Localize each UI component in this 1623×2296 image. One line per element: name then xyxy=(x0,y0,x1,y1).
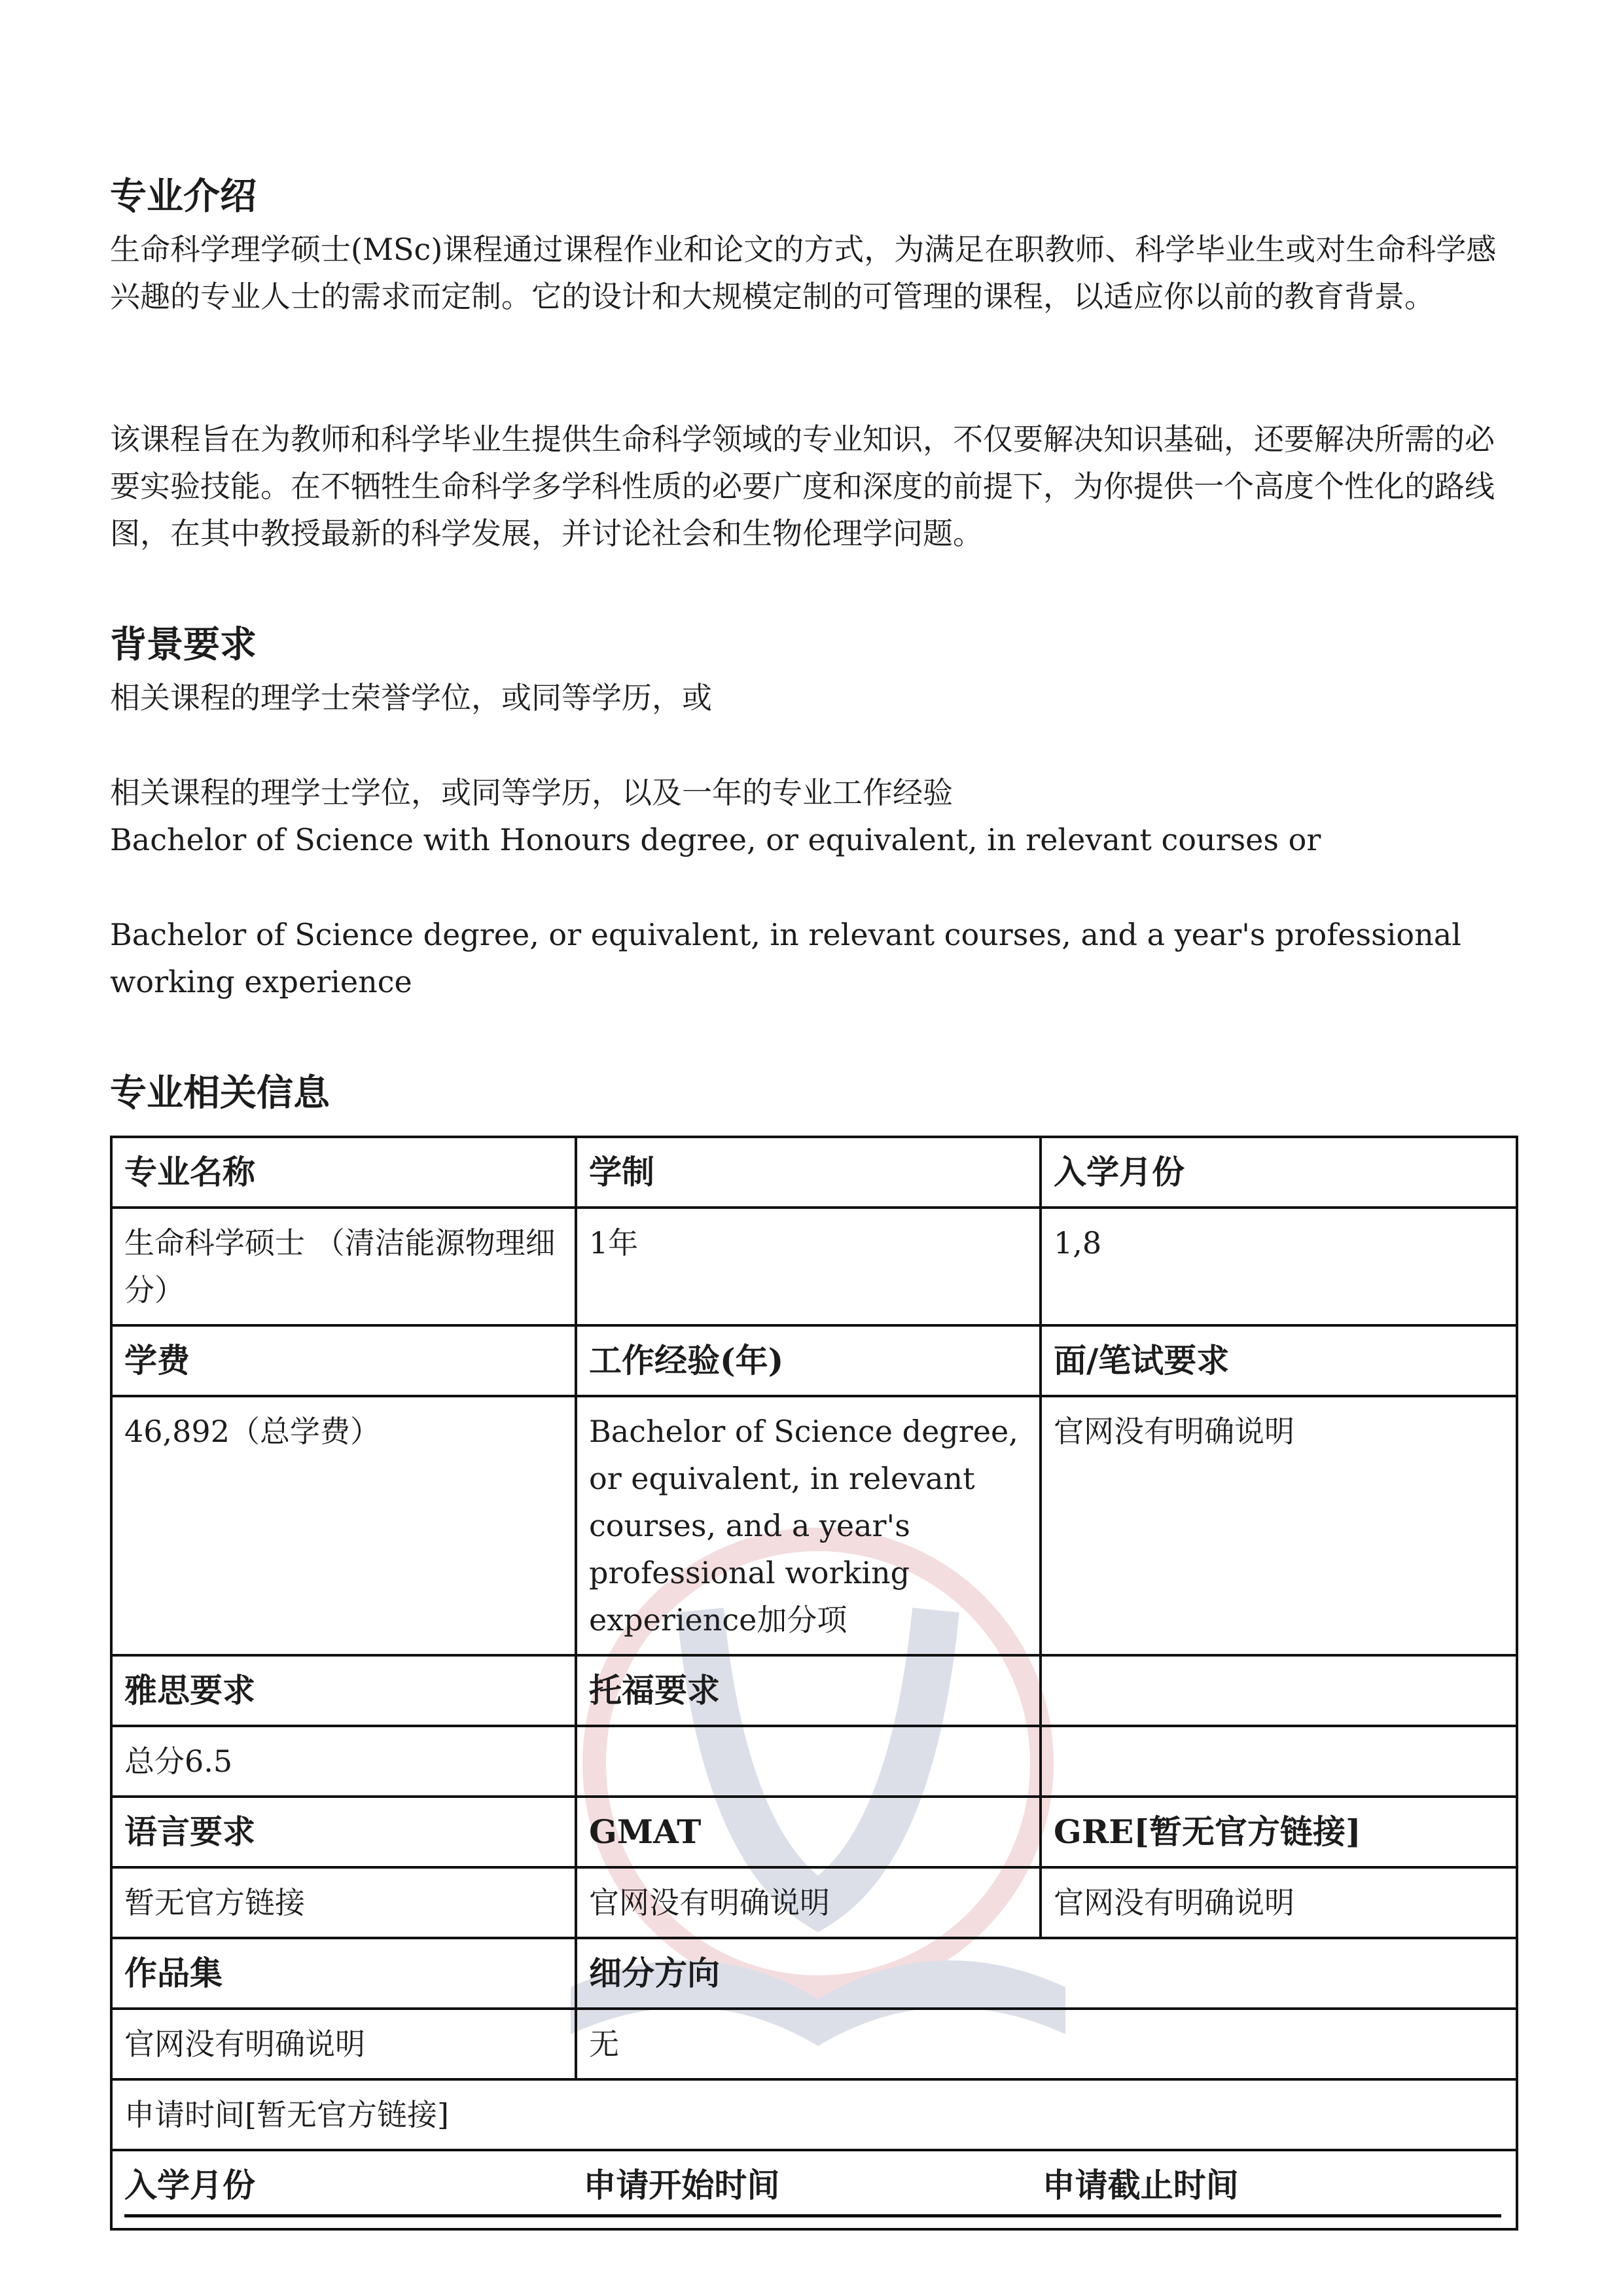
intro-paragraph-1: 生命科学理学硕士(MSc)课程通过课程作业和论文的方式，为满足在职教师、科学毕业生或对生命科学感兴趣的专业人士的需求而定制。它的设计和大规模定制的可管理的课程，以适应你以前的教育背景。 xyxy=(110,232,1497,314)
header-intake-month: 入学月份 xyxy=(1041,1137,1517,1208)
header-tuition: 学费 xyxy=(111,1325,576,1396)
empty-cell xyxy=(1041,1655,1517,1726)
header-gmat: GMAT xyxy=(576,1797,1041,1867)
header-toefl: 托福要求 xyxy=(576,1655,1041,1726)
header-portfolio: 作品集 xyxy=(111,1938,576,2009)
table-row xyxy=(111,1137,1517,1208)
value-gre: 官网没有明确说明 xyxy=(1041,1867,1517,1938)
header-direction: 细分方向 xyxy=(576,1938,1517,2009)
header-gre: GRE[暂无官方链接] xyxy=(1041,1797,1517,1867)
value-work-experience: Bachelor of Science degree, or equivalent, in relevant courses, and a year's professional working experience加分项 xyxy=(576,1396,1041,1655)
intro-heading: 专业介绍 xyxy=(110,175,257,218)
table-row xyxy=(111,1325,1517,1396)
table-row xyxy=(111,1655,1517,1726)
value-ielts: 总分6.5 xyxy=(111,1726,576,1797)
header-interview: 面/笔试要求 xyxy=(1041,1325,1517,1396)
col-apply-start: 申请开始时间 xyxy=(583,2166,780,2204)
header-program-name: 专业名称 xyxy=(111,1137,576,1208)
empty-cell xyxy=(1041,1726,1517,1797)
value-interview: 官网没有明确说明 xyxy=(1041,1396,1517,1655)
table-row xyxy=(111,1867,1517,1938)
value-portfolio: 官网没有明确说明 xyxy=(111,2009,576,2079)
program-info-table xyxy=(110,1136,1518,2231)
info-heading: 专业相关信息 xyxy=(110,1071,330,1115)
table-row xyxy=(111,1726,1517,1797)
header-language: 语言要求 xyxy=(111,1797,576,1867)
value-program-name: 生命科学硕士 （清洁能源物理细分） xyxy=(111,1208,576,1325)
value-tuition: 46,892（总学费） xyxy=(111,1396,576,1655)
background-line-2: 相关课程的理学士学位，或同等学历，以及一年的专业工作经验 xyxy=(110,775,953,810)
background-heading: 背景要求 xyxy=(110,623,257,666)
value-toefl xyxy=(576,1726,1041,1797)
col-apply-end: 申请截止时间 xyxy=(1042,2166,1239,2204)
background-line-4: Bachelor of Science degree, or equivalent, in relevant courses, and a year's professional working experience xyxy=(110,917,1461,999)
header-duration: 学制 xyxy=(576,1137,1041,1208)
value-intake-month: 1,8 xyxy=(1041,1208,1517,1325)
header-ielts: 雅思要求 xyxy=(111,1655,576,1726)
col-intake-month: 入学月份 xyxy=(124,2166,255,2204)
value-duration: 1年 xyxy=(576,1208,1041,1325)
table-row xyxy=(111,1938,1517,2009)
table-row xyxy=(111,1208,1517,1325)
value-gmat: 官网没有明确说明 xyxy=(576,1867,1041,1938)
apply-time-label: 申请时间[暂无官方链接] xyxy=(111,2079,1517,2150)
table-row xyxy=(111,2150,1517,2229)
value-language: 暂无官方链接 xyxy=(111,1867,576,1938)
apply-schedule-header xyxy=(111,2150,1517,2229)
table-row xyxy=(111,1797,1517,1867)
intro-paragraph-2: 该课程旨在为教师和科学毕业生提供生命科学领域的专业知识，不仅要解决知识基础，还要解决所需的必要实验技能。在不牺牲生命科学多学科性质的必要广度和深度的前提下，为你提供一个高度个性化的路线图，在其中教授最新的科学发展，并讨论社会和生物伦理学问题。 xyxy=(110,422,1495,551)
table-row xyxy=(111,2079,1517,2150)
background-line-1: 相关课程的理学士荣誉学位，或同等学历，或 xyxy=(110,680,712,715)
table-row xyxy=(111,1396,1517,1655)
background-line-3: Bachelor of Science with Honours degree, or equivalent, in relevant courses or xyxy=(110,822,1321,857)
table-row xyxy=(111,2009,1517,2079)
value-direction: 无 xyxy=(576,2009,1517,2079)
header-work-experience: 工作经验(年) xyxy=(576,1325,1041,1396)
